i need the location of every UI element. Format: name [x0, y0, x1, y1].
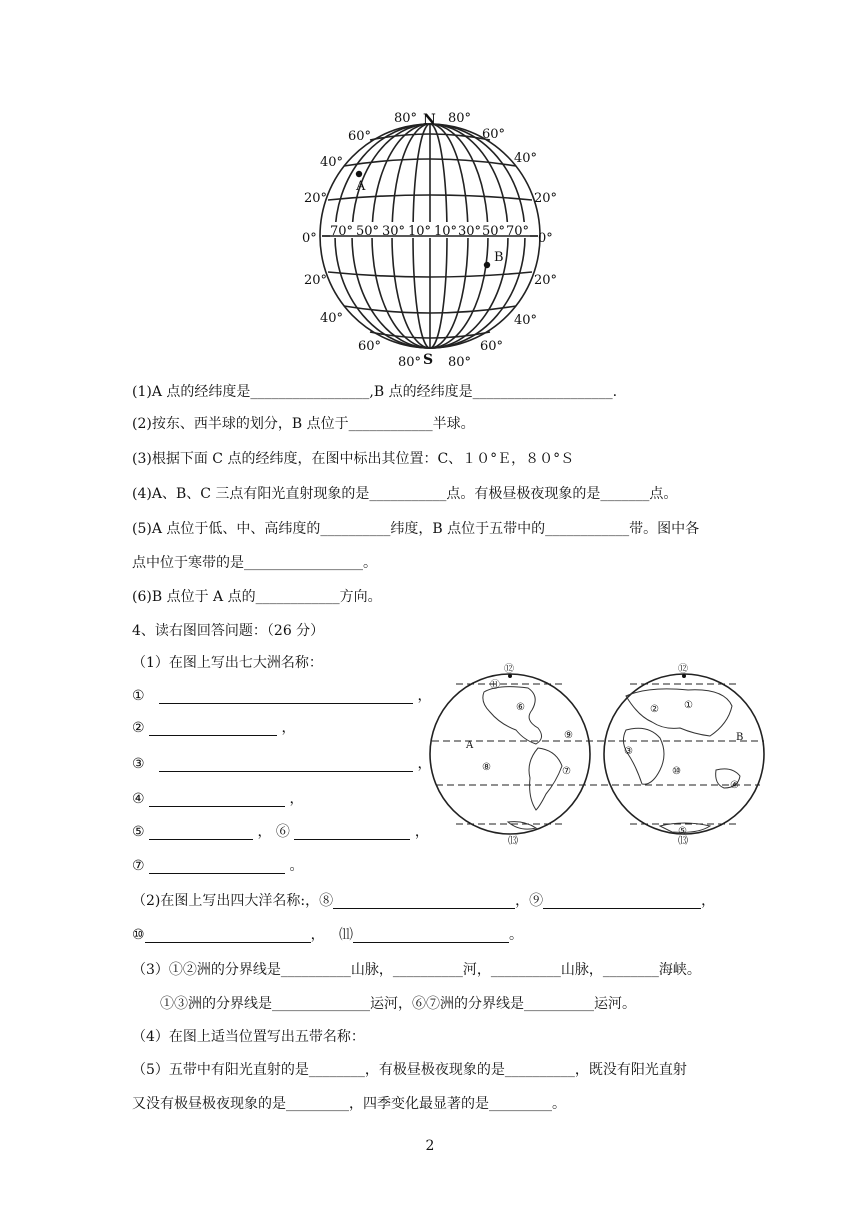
lat-label: 20°	[534, 191, 558, 206]
globe-point-a-label: A	[356, 179, 366, 194]
map-marker: ⒀	[508, 836, 518, 847]
marker: ③	[132, 756, 145, 772]
q4-sub-5a: （5）五带中有阳光直射的是________，有极昼极夜现象的是__________，既没有阳光直射	[132, 1062, 687, 1078]
lat-label: 0°	[302, 231, 317, 246]
lon-label: 50°	[356, 224, 380, 239]
lon-label: 10°	[408, 224, 432, 239]
point-a-marker	[356, 171, 362, 177]
comma: ，	[289, 791, 304, 807]
lon-label: 30°	[458, 224, 482, 239]
lon-label: 10°	[434, 224, 458, 239]
map-marker: ⑫	[504, 664, 514, 675]
q3-line-5a: (5)A 点位于低、中、高纬度的__________纬度，B 点位于五带中的____________带。图中各	[132, 521, 700, 537]
map-marker: ①	[684, 700, 693, 711]
lat-label: 40°	[514, 151, 538, 166]
lat-label: 80°	[448, 355, 472, 370]
lat-label: 80°	[448, 111, 472, 126]
lat-label: 40°	[514, 313, 538, 328]
lon-label: 70°	[506, 224, 530, 239]
map-marker: ⑥	[516, 702, 525, 713]
continent-blank-4	[132, 789, 303, 809]
comma: ，	[257, 824, 272, 840]
q3-line-1: (1)A 点的经纬度是_________________,B 点的经纬度是____________________.	[132, 384, 618, 400]
map-marker: ⑤	[678, 826, 687, 837]
point-b-marker	[484, 262, 490, 268]
comma: ，	[701, 893, 716, 909]
marker: ④	[132, 791, 145, 807]
lat-label: 80°	[398, 355, 422, 370]
lat-label: 0°	[538, 231, 553, 246]
marker: ⑩	[132, 927, 145, 943]
lat-label: 60°	[482, 127, 506, 142]
map-marker: ⑩	[672, 766, 681, 777]
continent-blank-5-6	[132, 822, 429, 842]
page-number: 2	[425, 1138, 435, 1154]
map-marker: ④	[730, 780, 739, 791]
continent-blank-7	[132, 856, 303, 876]
comma: ，	[281, 720, 296, 736]
comma: ，	[414, 824, 429, 840]
world-hemispheres-map	[428, 658, 768, 850]
map-marker: ⑧	[482, 762, 491, 773]
lat-label: 20°	[304, 273, 328, 288]
lat-label: 20°	[534, 273, 558, 288]
lat-label: 40°	[320, 311, 344, 326]
map-marker: ②	[650, 704, 659, 715]
marker: ⑦	[132, 858, 145, 874]
continent-blank-2	[132, 718, 295, 738]
lat-label: 60°	[480, 339, 504, 354]
q3-line-3: (3)根据下面 C 点的经纬度，在图中标出其位置：C、１０°Ｅ，８０°Ｓ	[132, 451, 575, 467]
continent-blank-1	[132, 686, 431, 706]
continent-blank-3	[132, 754, 431, 774]
lon-label: 70°	[330, 224, 354, 239]
map-point-a-label: A	[466, 740, 474, 751]
globe-south-label: S	[423, 352, 434, 368]
map-marker: ⑪	[490, 680, 500, 691]
ocean-label: ，⑨	[515, 893, 544, 909]
lat-label: 80°	[394, 111, 418, 126]
lat-label: 60°	[348, 129, 372, 144]
marker: ⑾	[339, 927, 354, 943]
q3-line-6: (6)B 点位于 A 点的____________方向。	[132, 589, 382, 605]
map-point-b-label: B	[736, 732, 744, 743]
q4-sub-3a: （3）①②洲的分界线是__________山脉，__________河，__________山脉，________海峡。	[132, 962, 701, 978]
globe-point-b-label: B	[494, 250, 504, 265]
lat-label: 20°	[304, 191, 328, 206]
map-marker: ③	[624, 746, 633, 757]
ocean-label: （2)在图上写出四大洋名称:，⑧	[132, 893, 334, 909]
lon-label: 50°	[482, 224, 506, 239]
q4-sub-3b: ①③洲的分界线是______________运河，⑥⑦洲的分界线是__________运河。	[160, 996, 636, 1012]
q3-line-2: (2)按东、西半球的划分，B 点位于____________半球。	[132, 416, 475, 432]
q4-sub-1: （1）在图上写出七大洲名称：	[132, 655, 323, 671]
map-marker: ⑫	[678, 664, 688, 675]
globe-figure	[290, 104, 570, 372]
lon-label: 30°	[382, 224, 406, 239]
comma: ，	[417, 688, 432, 704]
comma: ，	[310, 927, 325, 943]
period: 。	[509, 927, 524, 943]
comma: ，	[417, 756, 432, 772]
ocean-line-1	[132, 891, 715, 911]
lat-label: 40°	[320, 155, 344, 170]
period: 。	[289, 858, 304, 874]
marker: ②	[132, 720, 145, 736]
ocean-line-2	[132, 925, 523, 945]
globe-north-label: N	[423, 112, 436, 128]
q3-line-4: (4)A、B、C 三点有阳光直射现象的是___________点。有极昼极夜现象的是_______点。	[132, 486, 678, 502]
map-marker: ⑦	[562, 766, 571, 777]
q4-sub-4: （4）在图上适当位置写出五带名称：	[132, 1029, 365, 1045]
map-marker: ⑨	[564, 730, 573, 741]
q4-title: 4、读右图回答问题：（26 分）	[132, 623, 325, 639]
marker: ⑥	[275, 824, 290, 840]
marker: ①	[132, 688, 145, 704]
q3-line-5b: 点中位于寒带的是_________________。	[132, 555, 377, 571]
lat-label: 60°	[358, 339, 382, 354]
q4-sub-5b: 又没有极昼极夜现象的是_________，四季变化最显著的是_________。	[132, 1096, 566, 1112]
map-marker: ⒀	[678, 836, 688, 847]
marker: ⑤	[132, 824, 145, 840]
